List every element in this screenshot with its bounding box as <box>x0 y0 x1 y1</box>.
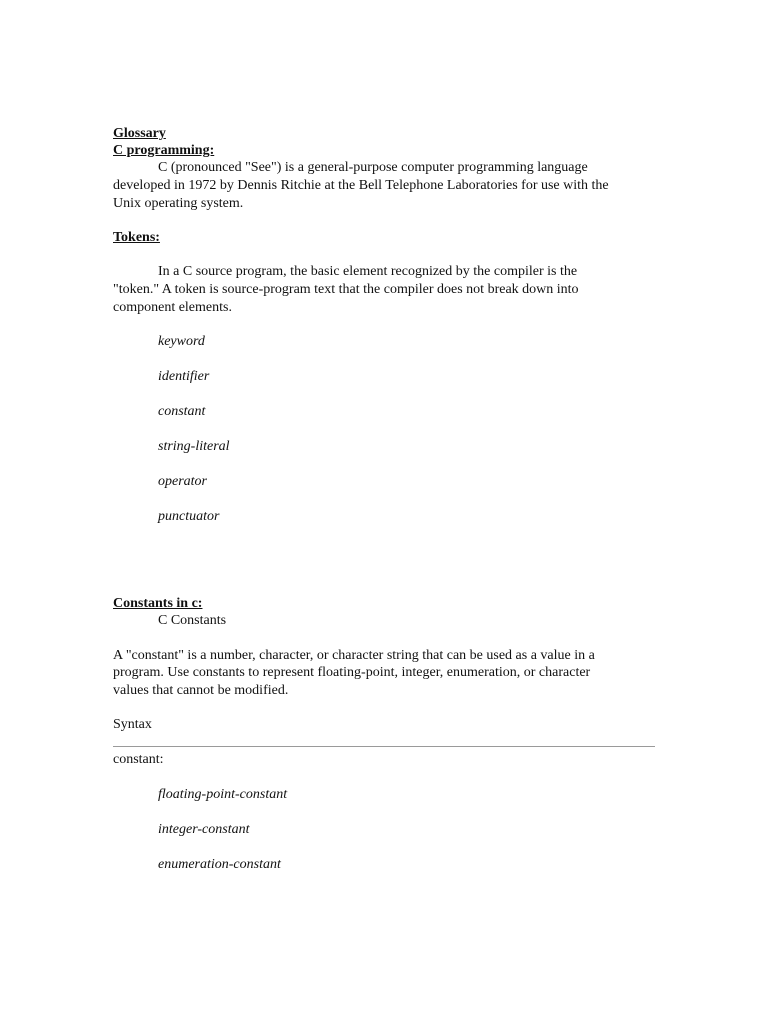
c-programming-line: C (pronounced "See") is a general-purpose computer programming language <box>158 160 588 175</box>
constant-label: constant: <box>113 752 164 767</box>
token-item: keyword <box>158 334 205 349</box>
token-item: string-literal <box>158 439 230 454</box>
horizontal-divider <box>113 746 655 747</box>
constants-line: program. Use constants to represent floating-point, integer, enumeration, or character <box>113 665 591 680</box>
token-item: identifier <box>158 369 210 384</box>
token-item: operator <box>158 474 207 489</box>
constant-item: floating-point-constant <box>158 787 288 802</box>
tokens-line: In a C source program, the basic element recognized by the compiler is the <box>158 264 578 279</box>
constant-item: integer-constant <box>158 822 250 837</box>
tokens-heading: Tokens: <box>113 230 160 245</box>
token-item: punctuator <box>158 509 220 524</box>
constants-heading: Constants in c: <box>113 596 203 611</box>
tokens-line: "token." A token is source-program text that the compiler does not break down into <box>113 282 579 297</box>
syntax-label: Syntax <box>113 717 152 732</box>
token-item: constant <box>158 404 206 419</box>
constants-line: A "constant" is a number, character, or character string that can be used as a value in a <box>113 648 595 663</box>
c-programming-heading: C programming: <box>113 143 215 158</box>
c-programming-line: Unix operating system. <box>113 196 244 211</box>
glossary-title: Glossary <box>113 126 166 141</box>
tokens-line: component elements. <box>113 300 232 315</box>
constants-line: values that cannot be modified. <box>113 683 289 698</box>
constants-subheading: C Constants <box>158 613 227 628</box>
c-programming-line: developed in 1972 by Dennis Ritchie at the Bell Telephone Laboratories for use with the <box>113 178 609 193</box>
constant-item: enumeration-constant <box>158 857 281 872</box>
